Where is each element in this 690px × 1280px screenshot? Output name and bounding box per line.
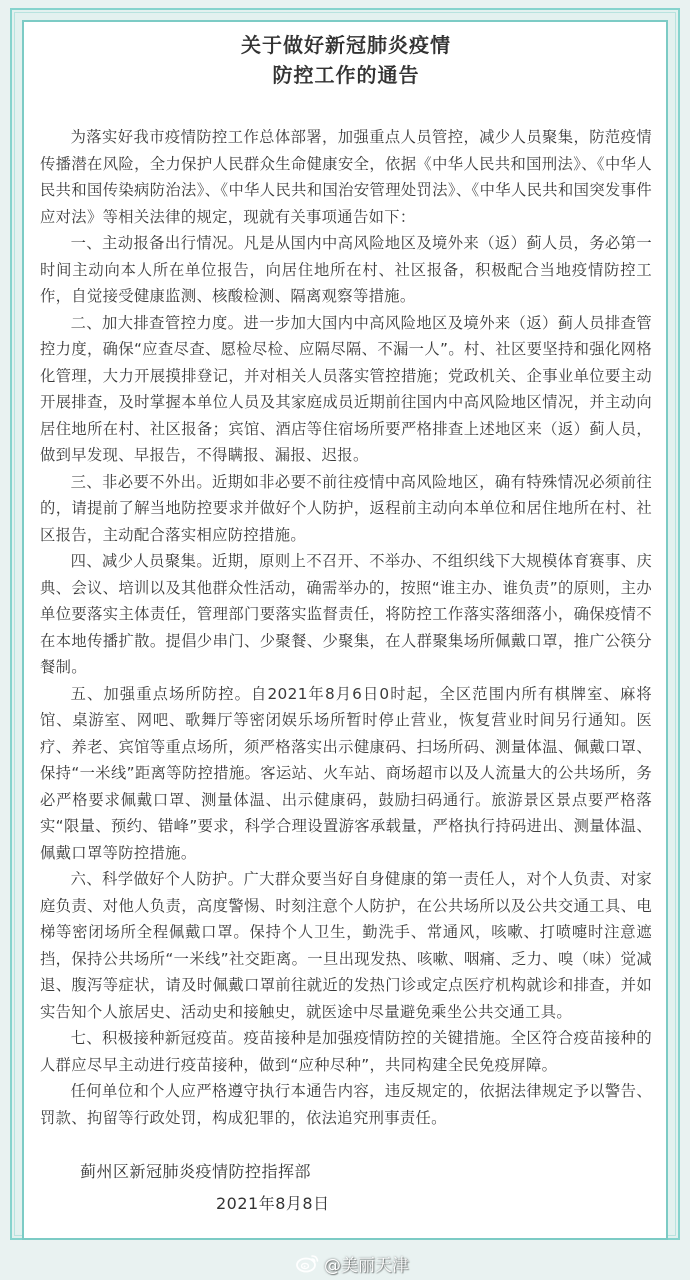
weibo-icon: [296, 1253, 320, 1273]
notice-title-line-2: 防控工作的通告: [272, 63, 420, 87]
notice-item-7: 七、积极接种新冠疫苗。疫苗接种是加强疫情防控的关键措施。全区符合疫苗接种的人群应尽早主动进行疫苗接种，做到“应种尽种”，共同构建全民免疫屏障。: [40, 1029, 652, 1074]
weibo-watermark: [296, 1250, 409, 1276]
notice-closing-paragraph: 任何单位和个人应严格遵守执行本通告内容，违反规定的，依据法律规定予以警告、罚款、拘留等行政处罚，构成犯罪的，依法追究刑事责任。: [40, 1082, 652, 1127]
notice-intro-paragraph: 为落实好我市疫情防控工作总体部署，加强重点人员管控，减少人员聚集，防范疫情传播潜在风险，全力保护人民群众生命健康安全，依据《中华人民共和国刑法》、《中华人民共和国传染病防治法》、《中华人民共和国治安管理处罚法》、《中华人民共和国突发事件应对法》等相关法律的规定，现就有关事项通告如下：: [40, 128, 652, 226]
issuer-name: 蓟州区新冠肺炎疫情防控指挥部: [80, 1162, 312, 1181]
notice-title: [40, 30, 652, 90]
notice-item-6: 六、科学做好个人防护。广大群众要当好自身健康的第一责任人，对个人负责、对家庭负责、对他人负责，高度警惕、时刻注意个人防护，在公共场所以及公共交通工具、电梯等密闭场所全程佩戴口罩。保持个人卫生，勤洗手、常通风，咳嗽、打喷嚏时注意遮挡，保持公共场所“一米线”社交距离。一旦出现发热、咳嗽、咽痛、乏力、嗅（味）觉减退、腹泻等症状，请及时佩戴口罩前往就近的发热门诊或定点医疗机构就诊和排查，并如实告知个人旅居史、活动史和接触史，就医途中尽量避免乘坐公共交通工具。: [40, 870, 652, 1021]
notice-item-5: 五、加强重点场所防控。自2021年8月6日0时起，全区范围内所有棋牌室、麻将馆、桌游室、网吧、歌舞厅等密闭娱乐场所暂时停止营业，恢复营业时间另行通知。医疗、养老、宾馆等重点场所，须严格落实出示健康码、扫场所码、测量体温、佩戴口罩、保持“一米线”距离等防控措施。客运站、火车站、商场超市以及人流量大的公共场所，务必严格要求佩戴口罩、测量体温、出示健康码，鼓励扫码通行。旅游景区景点要严格落实“限量、预约、错峰”要求，科学合理设置游客承载量，严格执行持码进出、测量体温、佩戴口罩等防控措施。: [40, 684, 652, 862]
issue-date: 2021年8月8日: [216, 1194, 330, 1213]
weibo-account-label: @美丽天津: [324, 1255, 409, 1276]
notice-title-line-1: 关于做好新冠肺炎疫情: [241, 33, 451, 57]
notice-item-4: 四、减少人员聚集。近期，原则上不召开、不举办、不组织线下大规模体育赛事、庆典、会议、培训以及其他群众性活动，确需举办的，按照“谁主办、谁负责”的原则，主办单位要落实主体责任，管理部门要落实监督责任，将防控工作落实落细落小，确保疫情不在本地传播扩散。提倡少串门、少聚餐、少聚集，在人群聚集场所佩戴口罩，推广公筷分餐制。: [40, 552, 652, 676]
notice-item-2: 二、加大排查管控力度。进一步加大国内中高风险地区及境外来（返）蓟人员排查管控力度，确保“应查尽查、愿检尽检、应隔尽隔、不漏一人”。村、社区要坚持和强化网格化管理，大力开展摸排登记，并对相关人员落实管控措施；党政机关、企事业单位要主动开展排查，及时掌握本单位人员及其家庭成员近期前往国内中高风险地区情况，并主动向居住地所在村、社区报备；宾馆、酒店等住宿场所要严格排查上述地区来（返）蓟人员，做到早发现、早报告，不得瞒报、漏报、迟报。: [40, 313, 652, 464]
notice-item-1: 一、主动报备出行情况。凡是从国内中高风险地区及境外来（返）蓟人员，务必第一时间主动向本人所在单位报告，向居住地所在村、社区报备，积极配合当地疫情防控工作，自觉接受健康监测、核酸检测、隔离观察等措施。: [40, 234, 652, 305]
notice-signature: [40, 1156, 652, 1220]
notice-document: [40, 30, 652, 1213]
notice-item-3: 三、非必要不外出。近期如非必要不前往疫情中高风险地区，确有特殊情况必须前往的，请提前了解当地防控要求并做好个人防护，返程前主动向本单位和居住地所在村、社区报告，主动配合落实相应防控措施。: [40, 472, 652, 544]
